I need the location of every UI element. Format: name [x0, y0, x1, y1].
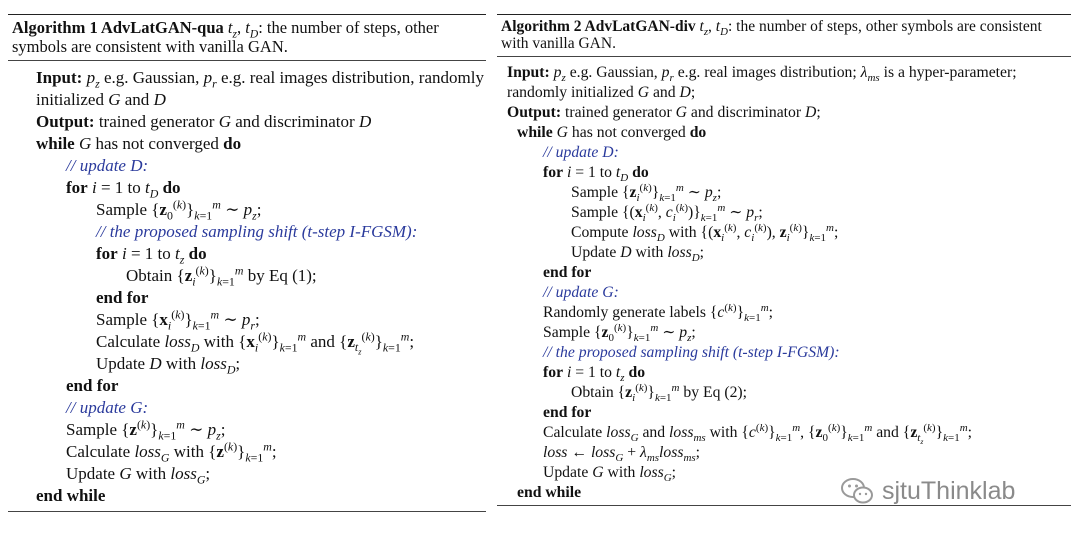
algo-line: Update G with loss$_G$;: [66, 464, 211, 487]
algo-line: Obtain $\{z_i^{(k)}\}_{k=1}^m$ by Eq (2);: [571, 381, 747, 405]
algo-line: Compute loss$_D$ with {($x_i^{(k)}$, $c_i^{(k)}$), $z_i^{(k)}\}_{k=1}^m$;: [571, 221, 839, 245]
algo-line: Input: $p_z$ e.g. Gaussian, $p_r$ e.g. real images distribution; $\lambda_{ms}$ is a hyper-parameter; randomly initialized G and D;: [507, 64, 1017, 101]
algorithm-1: [8, 14, 486, 512]
algo-line: Calculate loss$_D$ with $\{x_i^{(k)}\}_{k=1}^m$ and $\{z_{t_z}^{(k)}\}_{k=1}^m$;: [96, 329, 415, 357]
algo-line: Input: $p_z$ e.g. Gaussian, $p_r$ e.g. real images distribution, randomly initialized G and D: [36, 68, 484, 109]
algo-line: Sample $\{x_i^{(k)}\}_{k=1}^m$ ∼ $p_r$;: [96, 307, 260, 333]
algo-comment: // update G:: [543, 284, 619, 301]
algo-line: while G has not converged do: [517, 124, 707, 141]
algo-line: Update D with loss$_D$;: [96, 354, 241, 377]
algo-line: for i = 1 to $t_D$ do: [66, 178, 181, 201]
algorithm-2-body: [497, 57, 1071, 503]
algo-line: Sample $\{z_0^{(k)}\}_{k=1}^m$ ∼ $p_z$;: [543, 321, 696, 345]
algo-line: Sample $\{z_0^{(k)}\}_{k=1}^m$ ∼ $p_z$;: [96, 197, 262, 223]
algorithm-2: [497, 14, 1071, 506]
algo-line: Calculate loss$_G$ and loss$_{ms}$ with $\{c^{(k)}\}_{k=1}^m$, $\{z_0^{(k)}\}_{k=1}^m$ and $\{z_{t_z}^{(k)}\}_{k=1}^m$;: [543, 421, 972, 447]
algo-line: Sample $\{z_i^{(k)}\}_{k=1}^m$ ∼ $p_z$;: [571, 181, 722, 205]
bottom-rule: [8, 511, 486, 512]
watermark: [840, 476, 1015, 506]
algo-line: end for: [543, 264, 592, 281]
algorithm-1-header: Algorithm 1 AdvLatGAN-qua $t_z$, $t_D$: the number of steps, other symbols are consistent with vanilla GAN.: [12, 18, 439, 56]
algo-line: Sample {($x_i^{(k)}$, $c_i^{(k)})\}_{k=1}^m$ ∼ $p_r$;: [571, 201, 763, 225]
algo-comment: // the proposed sampling shift (t-step I-FGSM):: [543, 344, 840, 361]
algo-comment: // update G:: [66, 398, 149, 417]
algo-comment: // the proposed sampling shift (t-step I-FGSM):: [96, 222, 418, 241]
watermark-text: sjtuThinklab: [882, 476, 1016, 505]
algorithm-1-body: [8, 61, 486, 507]
wechat-icon: [840, 476, 874, 506]
algo-line: Update G with loss$_G$;: [543, 464, 677, 485]
algo-line: Randomly generate labels $\{c^{(k)}\}_{k=1}^m$;: [543, 301, 773, 325]
algo-line: for i = 1 to $t_D$ do: [543, 164, 649, 185]
algo-line: for i = 1 to $t_z$ do: [543, 364, 646, 385]
algo-line: end while: [36, 486, 106, 505]
algo-line: Output: trained generator G and discriminator D: [36, 112, 372, 131]
algo-line: Update D with loss$_D$;: [571, 244, 705, 265]
algo-line: loss ← loss$_G$ + $\lambda_{ms}loss_{ms}$;: [543, 444, 701, 465]
algorithm-1-title: Algorithm 1 AdvLatGAN-qua: [12, 18, 224, 37]
algo-line: end for: [96, 288, 149, 307]
algo-comment: // update D:: [66, 156, 149, 175]
algo-line: Calculate loss$_G$ with $\{z^{(k)}\}_{k=1}^m$;: [66, 439, 277, 465]
algo-line: Obtain $\{z_i^{(k)}\}_{k=1}^m$ by Eq (1);: [126, 263, 317, 289]
algo-line: for i = 1 to $t_z$ do: [96, 244, 207, 267]
algo-line: Output: trained generator G and discriminator D;: [507, 104, 821, 121]
algo-comment: // update D:: [543, 144, 619, 161]
algo-line: end for: [66, 376, 119, 395]
algo-line: end for: [543, 404, 592, 421]
algorithm-2-header: Algorithm 2 AdvLatGAN-div $t_z$, $t_D$: the number of steps, other symbols are consistent with vanilla GAN.: [501, 18, 1042, 52]
algo-line: Sample $\{z^{(k)}\}_{k=1}^m$ ∼ $p_z$;: [66, 417, 226, 443]
algorithm-2-title: Algorithm 2 AdvLatGAN-div: [501, 18, 696, 35]
algo-line: while G has not converged do: [36, 134, 242, 153]
algo-line: end while: [517, 484, 582, 501]
